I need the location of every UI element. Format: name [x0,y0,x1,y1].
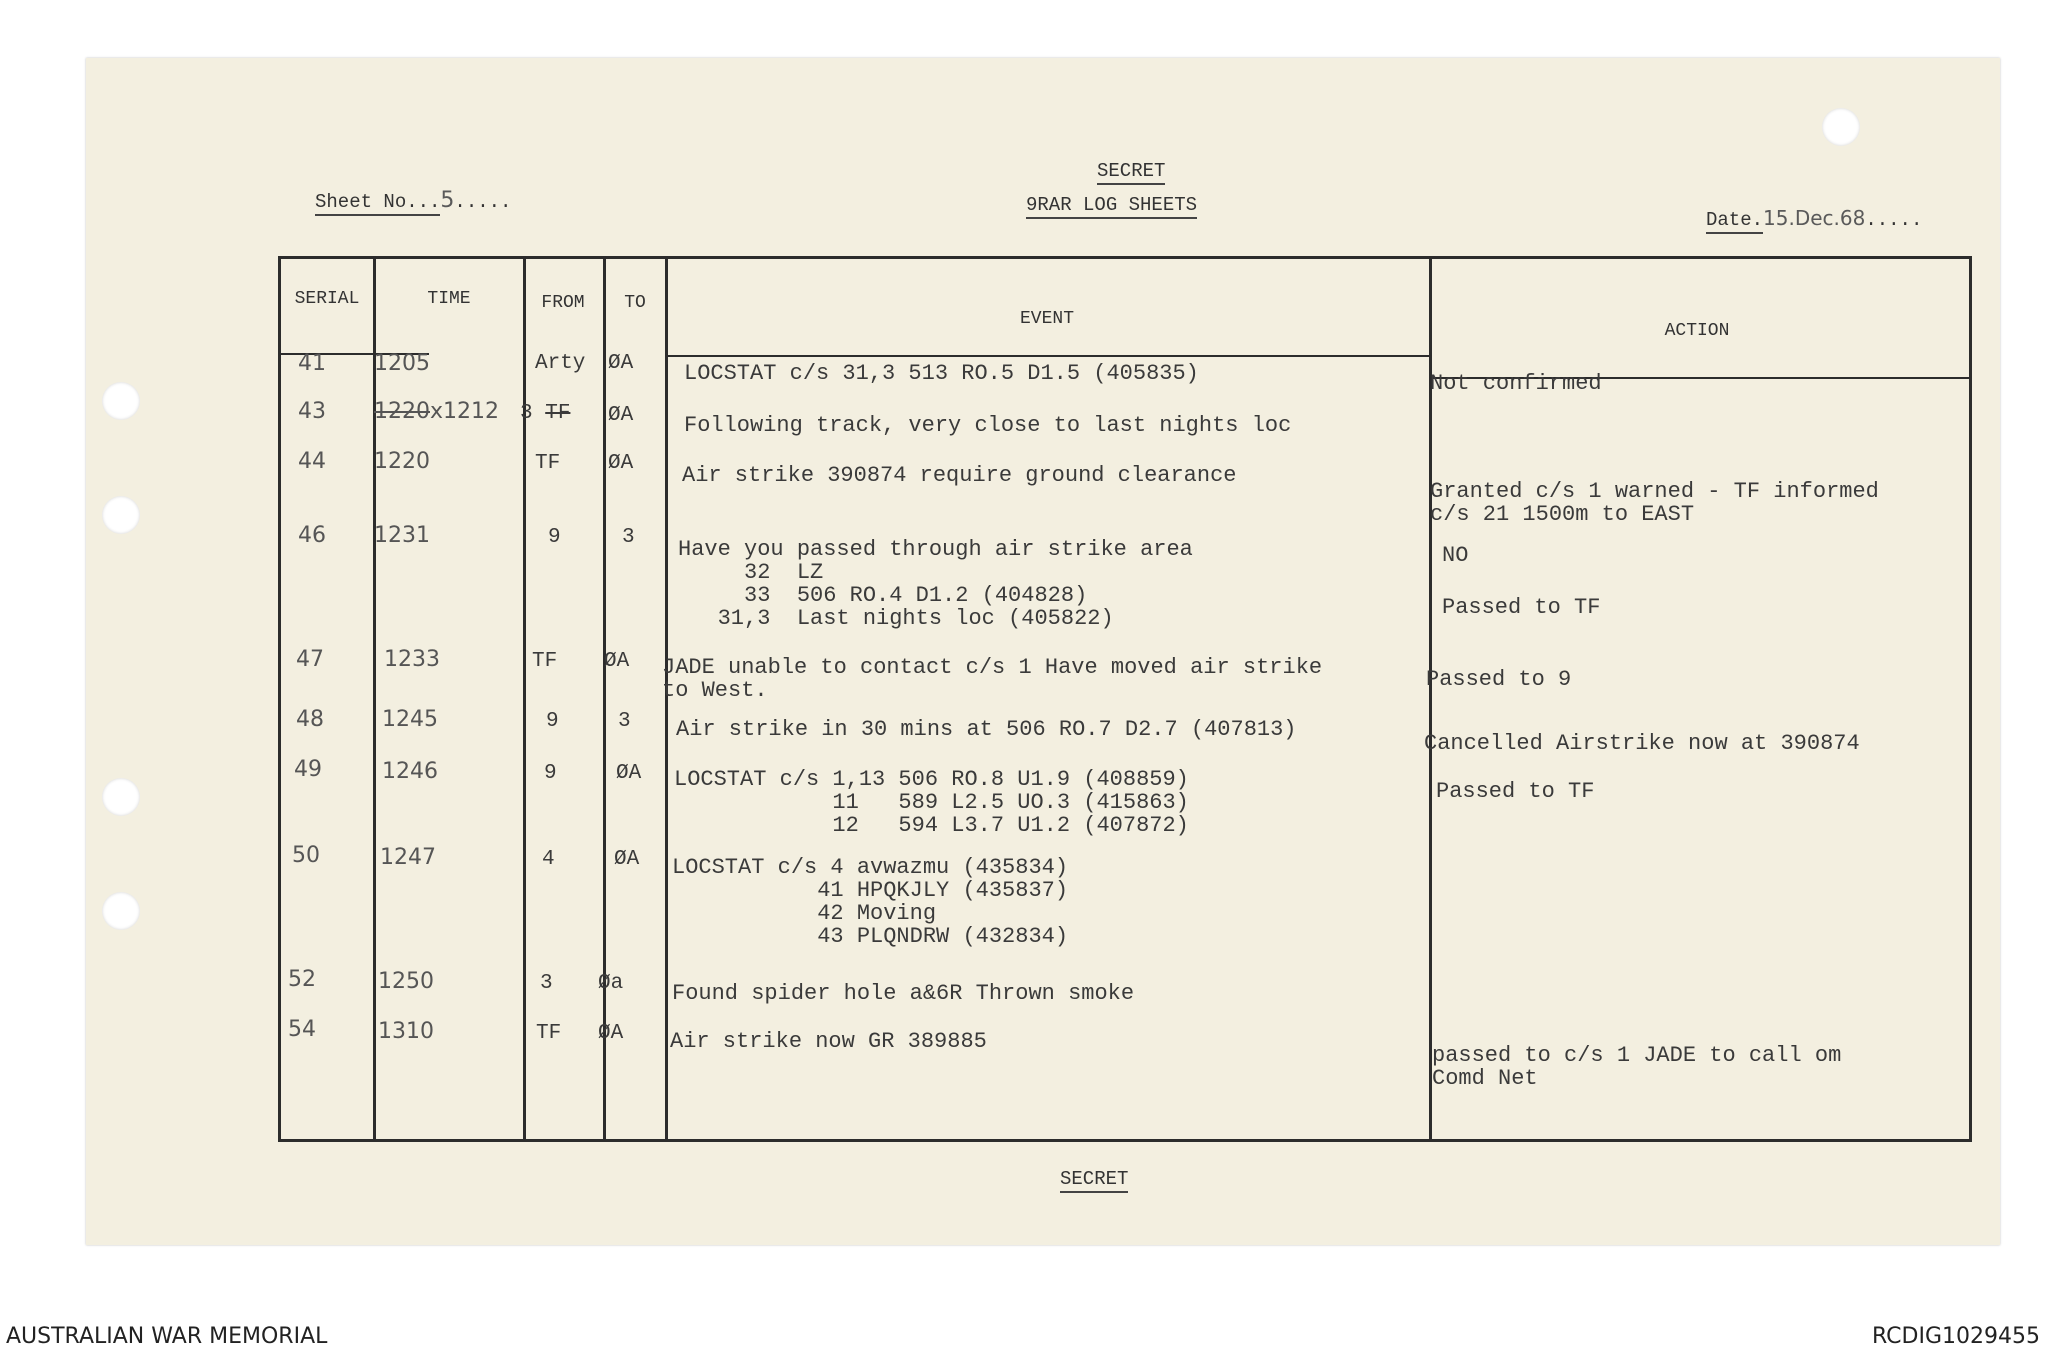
row-to: Øa [598,972,624,995]
row-action: passed to c/s 1 JADE to call om Comd Net [1432,1043,1842,1091]
row-to: 3 [618,710,631,733]
sheet-tail: ..... [454,191,512,213]
classification-bottom: SECRET [1060,1168,1128,1193]
row-time: 1250 [378,969,434,994]
date-label: Date. [1706,209,1763,234]
row-time: 1245 [382,707,438,732]
row-serial: 41 [298,351,326,376]
row-from: Arty [535,352,586,375]
row-time: 1220 [374,449,430,474]
row-to: 3 [622,526,635,549]
row-event: Air strike in 30 mins at 506 RO.7 D2.7 (407813) [676,717,1297,742]
col-header-from: FROM [541,293,585,313]
row-action: Passed to TF [1436,779,1595,804]
punch-hole [102,892,140,930]
row-event: LOCSTAT c/s 4 avwazmu (435834) 41 HPQKJLY (435837) 42 Moving 43 PLQNDRW (432834) [672,855,1069,949]
punch-hole [102,778,140,816]
row-serial: 47 [296,647,324,672]
from-prefix: 3 [520,402,533,425]
row-from: 9 [546,710,559,733]
punch-hole [102,496,140,534]
row-action: Not confirmed [1430,371,1602,396]
row-event: Air strike 390874 require ground clearance [682,463,1237,488]
row-to: ØA [616,762,642,785]
col-header-event: EVENT [1019,309,1074,329]
struck-time: 1220 [374,399,430,424]
document-title: 9RAR LOG SHEETS [1026,194,1197,219]
row-event: Air strike now GR 389885 [670,1029,987,1054]
date-value: 15.Dec.68 [1763,206,1866,230]
col-header-to: TO [624,293,646,313]
row-time: 1205 [374,351,430,376]
archive-credit: AUSTRALIAN WAR MEMORIAL [6,1324,328,1349]
sheet-number [315,188,511,213]
row-action: NO [1442,543,1469,568]
row-action: Granted c/s 1 warned - TF informed c/s 21 1500m to EAST [1430,479,1879,527]
row-serial: 52 [288,967,316,992]
col-header-action: ACTION [1664,321,1730,341]
row-from: 9 [544,762,557,785]
row-event: Have you passed through air strike area 32 LZ 33 506 RO.4 D1.2 (404828) 31,3 Last nights loc (405822) [678,537,1193,631]
punch-hole [102,382,140,420]
row-from: 4 [542,848,555,871]
row-time [374,400,499,424]
row-serial: 44 [298,449,326,474]
row-time: 1231 [374,523,430,548]
row-time: 1233 [384,647,440,672]
row-time: 1247 [380,845,436,870]
row-serial: 54 [288,1017,316,1042]
row-serial: 46 [298,523,326,548]
row-event: JADE unable to contact c/s 1 Have moved air strike to West. [662,655,1323,703]
row-serial: 48 [296,707,324,732]
row-serial: 49 [294,757,322,782]
row-event: Following track, very close to last nights loc [684,413,1292,438]
date-tail: ..... [1865,209,1923,231]
row-to: ØA [614,848,640,871]
row-serial: 43 [298,399,326,424]
row-action: Cancelled Airstrike now at 390874 [1424,731,1860,756]
date-field [1706,206,1922,231]
row-serial: 50 [292,843,320,868]
row-from: 9 [548,526,561,549]
row-from [520,402,570,426]
row-action-secondary: Passed to TF [1442,595,1601,620]
archive-reference: RCDIG1029455 [1871,1324,2040,1349]
classification-top: SECRET [1097,160,1165,185]
row-time: 1310 [378,1019,434,1044]
row-from: TF [535,452,561,475]
col-header-time: TIME [427,289,471,309]
row-from: 3 [540,972,553,995]
col-header-serial: SERIAL [294,289,360,309]
corrected-time: x1212 [430,399,500,424]
punch-hole [1822,108,1860,146]
row-to: ØA [598,1022,624,1045]
row-to: ØA [608,452,634,475]
struck-from: TF [545,402,571,425]
sheet-label: Sheet No... [315,191,440,216]
row-to: ØA [608,352,634,375]
row-to: ØA [604,650,630,673]
row-action: Passed to 9 [1426,667,1572,692]
row-event: LOCSTAT c/s 31,3 513 RO.5 D1.5 (405835) [684,361,1199,386]
row-from: TF [532,650,558,673]
row-to: ØA [608,404,634,427]
sheet-value: 5 [440,188,455,213]
row-event: LOCSTAT c/s 1,13 506 RO.8 U1.9 (408859) 11 589 L2.5 UO.3 (415863) 12 594 L3.7 U1.2 (407872) [674,767,1189,838]
row-event: Found spider hole a&6R Thrown smoke [672,981,1135,1006]
row-time: 1246 [382,759,438,784]
row-from: TF [536,1022,562,1045]
